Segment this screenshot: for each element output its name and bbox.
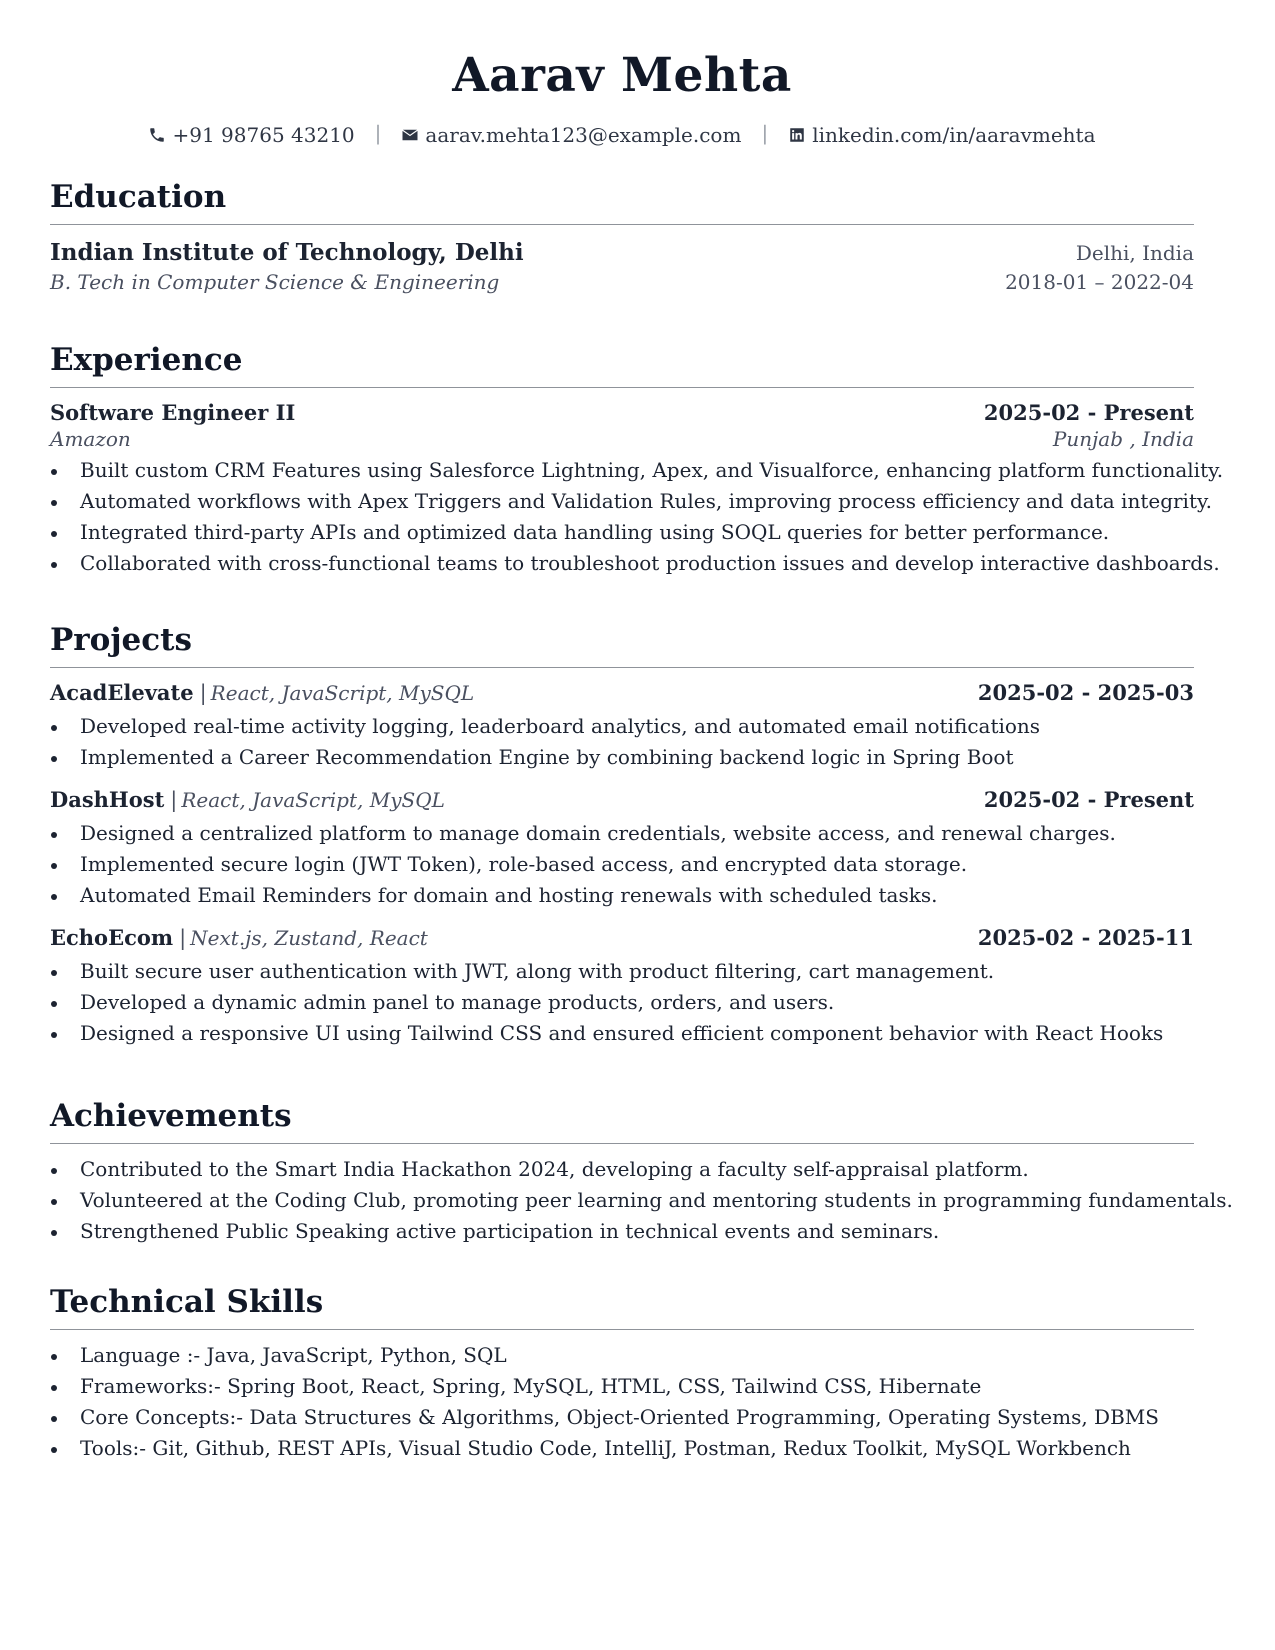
list-item: Implemented a Career Recommendation Engine by combining backend logic in Spring Boot <box>50 742 1194 773</box>
projects-section <box>50 623 1194 1049</box>
list-item: Automated Email Reminders for domain and hosting renewals with scheduled tasks. <box>50 880 1194 911</box>
project-dashhost <box>50 787 1194 911</box>
project-bullets <box>50 818 1194 911</box>
experience-bullets <box>50 455 1224 579</box>
list-item: Integrated third-party APIs and optimized data handling using SOQL queries for better performance. <box>50 517 1194 548</box>
project-tech: React, JavaScript, MySQL <box>181 787 445 812</box>
list-item: Developed real-time activity logging, leaderboard analytics, and automated email notifications <box>50 711 1194 742</box>
section-title: Experience <box>50 343 1194 388</box>
project-name: AcadElevate <box>50 679 194 705</box>
job-location: Punjab , India <box>1052 426 1194 451</box>
institution-name: Indian Institute of Technology, Delhi <box>50 238 524 266</box>
job-title: Software Engineer II <box>50 399 296 425</box>
list-item: Strengthened Public Speaking active participation in technical events and seminars. <box>50 1216 1194 1247</box>
list-item: Contributed to the Smart India Hackathon 2024, developing a faculty self-appraisal platform. <box>50 1154 1194 1185</box>
project-name: EchoEcom <box>50 924 174 950</box>
phone-contact[interactable] <box>148 123 354 147</box>
email-text: aarav.mehta123@example.com <box>425 122 742 147</box>
list-item: Built secure user authentication with JWT, along with product filtering, cart management. <box>50 956 1194 987</box>
job-dates: 2025-02 - Present <box>983 399 1194 425</box>
linkedin-text: linkedin.com/in/aaravmehta <box>812 122 1096 147</box>
contact-line <box>50 121 1194 147</box>
project-heading: DashHost | React, JavaScript, MySQL <box>50 786 445 812</box>
project-acadelevate <box>50 680 1194 773</box>
achievements-bullets <box>50 1154 1233 1247</box>
degree: B. Tech in Computer Science & Engineering <box>50 269 500 294</box>
linkedin-icon <box>788 126 806 144</box>
section-title: Technical Skills <box>50 1285 1194 1330</box>
contact-separator: | <box>374 121 382 145</box>
candidate-name: Aarav Mehta <box>452 48 792 103</box>
section-title: Education <box>50 180 1194 225</box>
project-name: DashHost <box>50 786 165 812</box>
project-tech: React, JavaScript, MySQL <box>210 680 475 705</box>
linkedin-contact[interactable] <box>788 123 1095 147</box>
project-tech: Next.js, Zustand, React <box>190 925 428 950</box>
email-contact[interactable] <box>401 123 741 147</box>
list-item: Built custom CRM Features using Salesforce Lightning, Apex, and Visualforce, enhancing platform functionality. <box>50 455 1194 486</box>
list-item: Frameworks:- Spring Boot, React, Spring, MySQL, HTML, CSS, Tailwind CSS, Hibernate <box>50 1371 1194 1402</box>
list-item: Developed a dynamic admin panel to manage products, orders, and users. <box>50 987 1194 1018</box>
project-heading: EchoEcom | Next.js, Zustand, React <box>50 924 428 950</box>
project-heading: AcadElevate | React, JavaScript, MySQL <box>50 679 475 705</box>
section-title: Achievements <box>50 1099 1194 1144</box>
skills-section <box>50 1285 1194 1464</box>
experience-section <box>50 342 1224 579</box>
list-item: Designed a centralized platform to manage domain credentials, website access, and renewal charges. <box>50 818 1194 849</box>
list-item: Designed a responsive UI using Tailwind CSS and ensured efficient component behavior with React Hooks <box>50 1018 1194 1049</box>
project-bullets <box>50 711 1194 773</box>
list-item: Automated workflows with Apex Triggers and Validation Rules, improving process efficiency and data integrity. <box>50 486 1194 517</box>
education-dates: 2018-01 – 2022-04 <box>1005 269 1194 294</box>
institution-location: Delhi, India <box>1075 240 1194 265</box>
company-name: Amazon <box>50 426 131 451</box>
list-item: Collaborated with cross-functional teams to troubleshoot production issues and develop interactive dashboards. <box>50 548 1194 579</box>
skills-bullets <box>50 1340 1194 1464</box>
list-item: Implemented secure login (JWT Token), role-based access, and encrypted data storage. <box>50 849 1194 880</box>
section-title: Projects <box>50 623 1194 668</box>
list-item: Tools:- Git, Github, REST APIs, Visual Studio Code, IntelliJ, Postman, Redux Toolkit, MySQL Workbench <box>50 1433 1194 1464</box>
project-bullets <box>50 956 1194 1049</box>
list-item: Core Concepts:- Data Structures & Algorithms, Object-Oriented Programming, Operating Systems, DBMS <box>50 1402 1194 1433</box>
project-echoecom <box>50 925 1194 1049</box>
list-item: Language :- Java, JavaScript, Python, SQL <box>50 1340 1194 1371</box>
project-dates: 2025-02 - 2025-03 <box>977 679 1194 705</box>
envelope-icon <box>401 126 419 144</box>
phone-text: +91 98765 43210 <box>172 122 355 147</box>
project-dates: 2025-02 - Present <box>983 786 1194 812</box>
achievements-section <box>50 1098 1233 1247</box>
phone-icon <box>148 126 166 144</box>
project-dates: 2025-02 - 2025-11 <box>977 924 1194 950</box>
list-item: Volunteered at the Coding Club, promoting peer learning and mentoring students in programming fundamentals. <box>50 1185 1194 1216</box>
education-section <box>50 180 1194 294</box>
contact-separator: | <box>761 121 769 145</box>
